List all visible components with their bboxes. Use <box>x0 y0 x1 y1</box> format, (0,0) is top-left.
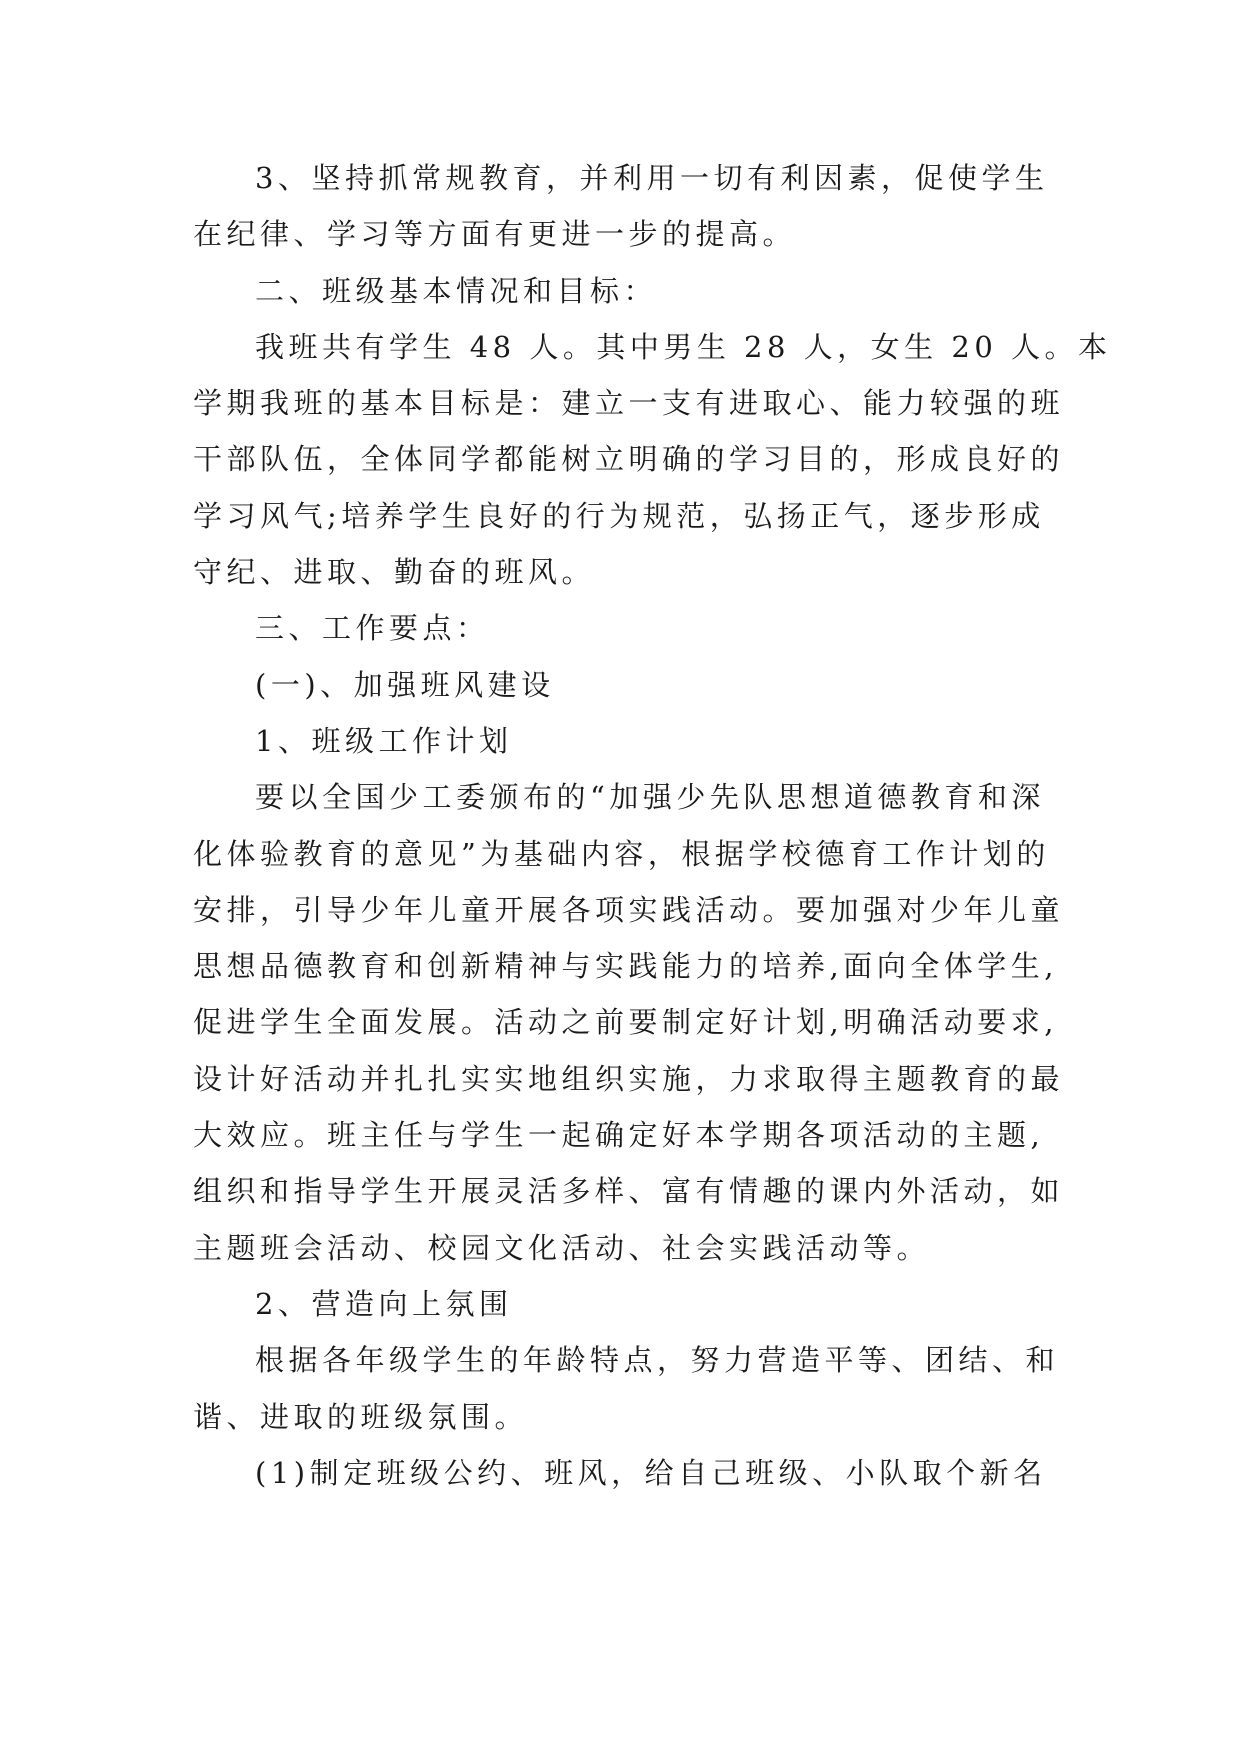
text-line: 根据各年级学生的年龄特点，努力营造平等、团结、和 <box>255 1343 1060 1378</box>
text-line: 促进学生全面发展。活动之前要制定好计划,明确活动要求, <box>193 1005 1058 1040</box>
item-heading: 1、班级工作计划 <box>255 723 513 758</box>
text-line: 谐、进取的班级氛围。 <box>193 1399 529 1434</box>
text-line: 组织和指导学生开展灵活多样、富有情趣的课内外活动，如 <box>193 1174 1065 1209</box>
text-line: (1)制定班级公约、班风，给自己班级、小队取个新名 <box>255 1455 1047 1490</box>
section-heading: 二、班级基本情况和目标： <box>255 273 658 308</box>
document-body <box>193 150 1112 1501</box>
text-line: 干部队伍，全体同学都能树立明确的学习目的，形成良好的 <box>193 442 1065 477</box>
text-line: 在纪律、学习等方面有更进一步的提高。 <box>193 217 797 252</box>
text-line: 思想品德教育和创新精神与实践能力的培养,面向全体学生, <box>193 949 1058 984</box>
section-heading: 三、工作要点： <box>255 611 490 646</box>
text-line: 化体验教育的意见”为基础内容，根据学校德育工作计划的 <box>193 836 1050 871</box>
text-line: 3、坚持抓常规教育，并利用一切有利因素，促使学生 <box>255 161 1049 195</box>
text-line: 要以全国少工委颁布的“加强少先队思想道德教育和深 <box>255 780 1045 815</box>
text-line: 我班共有学生 48 人。其中男生 28 人，女生 20 人。本 <box>255 329 1112 364</box>
text-line: 主题班会活动、校园文化活动、社会实践活动等。 <box>193 1230 931 1265</box>
text-line: 安排，引导少年儿童开展各项实践活动。要加强对少年儿童 <box>193 892 1065 927</box>
item-heading: 2、营造向上氛围 <box>255 1286 513 1321</box>
text-line: 设计好活动并扎扎实实地组织实施，力求取得主题教育的最 <box>193 1061 1065 1096</box>
text-line: 学习风气;培养学生良好的行为规范，弘扬正气，逐步形成 <box>193 498 1045 533</box>
subsection-heading: (一)、加强班风建设 <box>255 667 555 702</box>
text-line: 大效应。班主任与学生一起确定好本学期各项活动的主题, <box>193 1118 1045 1153</box>
text-line: 学期我班的基本目标是：建立一支有进取心、能力较强的班 <box>193 386 1065 421</box>
text-line: 守纪、进取、勤奋的班风。 <box>193 555 596 590</box>
